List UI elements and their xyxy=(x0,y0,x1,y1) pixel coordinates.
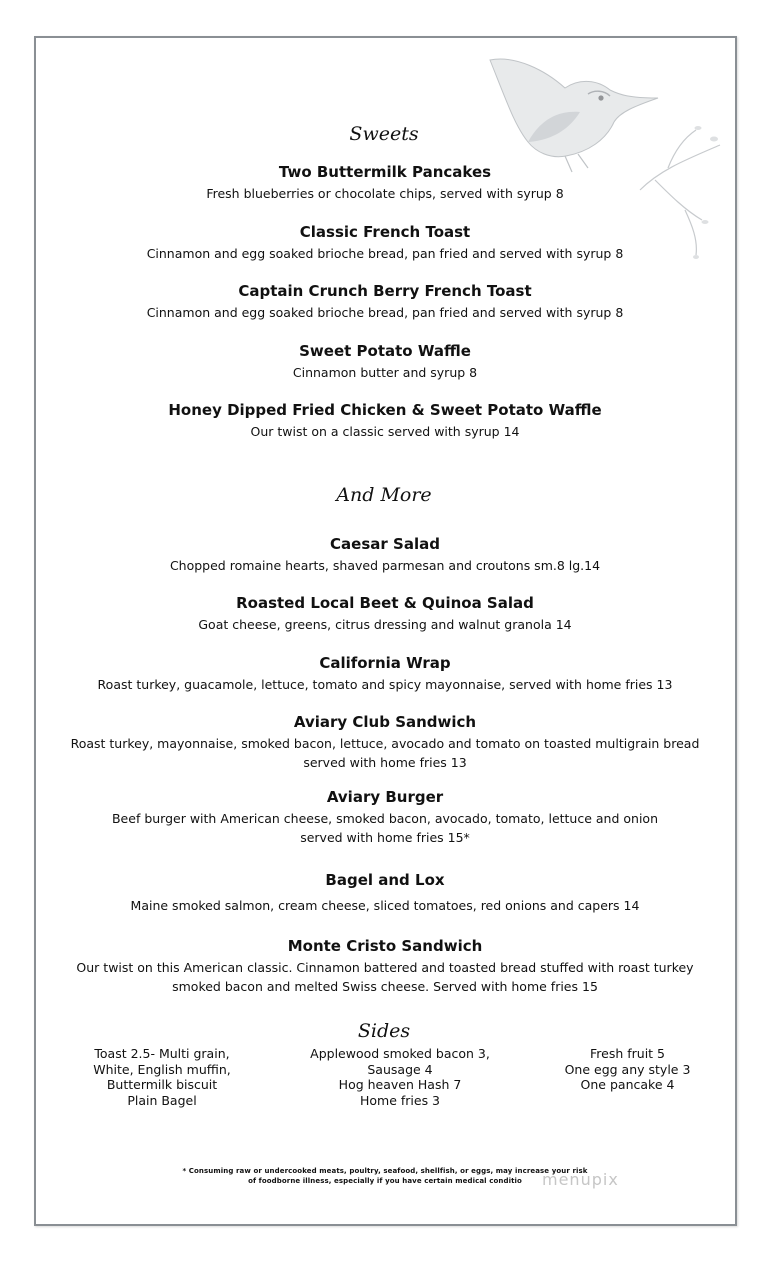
item-name: Aviary Burger xyxy=(326,788,444,806)
item-description: Goat cheese, greens, citrus dressing and walnut granola 14 xyxy=(198,617,572,632)
item-description: Our twist on this American classic. Cinnamon battered and toasted bread stuffed with roast turkey smoked bacon and melted Swiss cheese. Served with home fries 15 xyxy=(76,960,694,994)
sides-column-3 xyxy=(540,1046,715,1093)
section-title-sides: Sides xyxy=(357,1020,411,1042)
side-item: Hog heaven Hash 7 xyxy=(338,1077,462,1092)
item-description: Cinnamon butter and syrup 8 xyxy=(292,365,478,380)
menu-item xyxy=(40,222,730,263)
item-name: Monte Cristo Sandwich xyxy=(287,937,483,955)
item-name: Bagel and Lox xyxy=(325,871,445,889)
item-description: Maine smoked salmon, cream cheese, sliced tomatoes, red onions and capers 14 xyxy=(130,898,640,913)
item-description: Cinnamon and egg soaked brioche bread, pan fried and served with syrup 8 xyxy=(146,246,624,261)
menu-item xyxy=(40,281,730,322)
menu-item xyxy=(40,787,730,847)
side-item: One egg any style 3 xyxy=(564,1061,691,1077)
food-safety-disclaimer: * Consuming raw or undercooked meats, poultry, seafood, shellfish, or eggs, may increase your risk of foodborne illness, especially if you have certain medical conditio xyxy=(182,1167,588,1185)
sides-column-1 xyxy=(62,1046,262,1108)
menu-item xyxy=(40,162,730,203)
item-description: Cinnamon and egg soaked brioche bread, pan fried and served with syrup 8 xyxy=(146,305,624,320)
item-name: Classic French Toast xyxy=(299,223,471,241)
item-description: Fresh blueberries or chocolate chips, served with syrup 8 xyxy=(206,186,564,201)
item-name: California Wrap xyxy=(319,654,451,672)
side-item: White, English muffin, xyxy=(93,1061,231,1077)
menu-item xyxy=(40,534,730,575)
menu-item xyxy=(40,341,730,382)
item-name: Honey Dipped Fried Chicken & Sweet Potato Waffle xyxy=(168,401,602,419)
side-item: Fresh fruit 5 xyxy=(589,1046,665,1061)
menu-item xyxy=(40,593,730,634)
side-item: Applewood smoked bacon 3, xyxy=(310,1046,490,1061)
side-item: Sausage 4 xyxy=(367,1061,433,1077)
item-name: Roasted Local Beet & Quinoa Salad xyxy=(236,594,534,612)
item-description: Roast turkey, mayonnaise, smoked bacon, lettuce, avocado and tomato on toasted multigrain bread served with home fries 13 xyxy=(70,736,700,770)
item-description: Chopped romaine hearts, shaved parmesan and croutons sm.8 lg.14 xyxy=(169,558,601,573)
side-item: Buttermilk biscuit xyxy=(106,1077,218,1092)
item-name: Caesar Salad xyxy=(330,535,440,553)
item-description: Roast turkey, guacamole, lettuce, tomato and spicy mayonnaise, served with home fries 13 xyxy=(97,677,673,692)
item-name: Captain Crunch Berry French Toast xyxy=(238,282,532,300)
menu-item xyxy=(40,936,730,996)
side-item: Plain Bagel xyxy=(127,1092,197,1108)
section-title-sweets: Sweets xyxy=(349,123,419,145)
item-description: Beef burger with American cheese, smoked bacon, avocado, tomato, lettuce and onion served with home fries 15* xyxy=(111,811,658,845)
menu-item xyxy=(40,870,730,915)
menu-item xyxy=(40,653,730,694)
item-description: Our twist on a classic served with syrup 14 xyxy=(250,424,520,439)
item-name: Two Buttermilk Pancakes xyxy=(278,163,492,181)
menu-item xyxy=(40,712,730,772)
menu-item xyxy=(40,400,730,441)
sides-column-2 xyxy=(285,1046,515,1108)
side-item: One pancake 4 xyxy=(580,1077,675,1092)
section-title-and-more: And More xyxy=(336,484,432,506)
menupix-watermark: menupix xyxy=(542,1170,619,1189)
side-item: Home fries 3 xyxy=(359,1092,441,1108)
side-item: Toast 2.5- Multi grain, xyxy=(94,1046,230,1061)
item-name: Sweet Potato Waffle xyxy=(299,342,471,360)
item-name: Aviary Club Sandwich xyxy=(293,713,477,731)
